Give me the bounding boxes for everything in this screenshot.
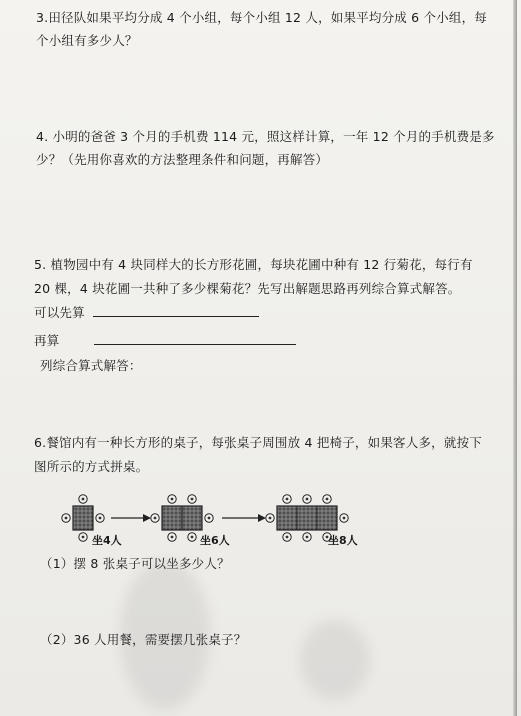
q4-line2: 少？（先用你喜欢的方法整理条件和问题，再解答） [36,152,329,167]
answer-blank[interactable] [93,306,259,317]
caption-4-people: 坐4人 [92,534,122,547]
page-edge-shadow [513,0,517,716]
q6-line2: 图所示的方式拼桌。 [34,459,149,474]
q6-sub2: （2）36 人用餐，需要摆几张桌子？ [40,632,247,647]
q5-step3: 列综合算式解答： [40,358,142,373]
q5-step1-label: 可以先算 [34,305,85,320]
q5-line1: 5. 植物园中有 4 块同样大的长方形花圃，每块花圃中种有 12 行菊花，每行有 [34,257,473,272]
q6-line1: 6.餐馆内有一种长方形的桌子，每张桌子周围放 4 把椅子，如果客人多，就按下 [34,435,482,450]
scan-smudge [300,620,370,700]
q5-step2-label: 再算 [34,333,60,348]
answer-blank[interactable] [94,334,296,345]
caption-8-people: 坐8人 [328,534,358,547]
caption-6-people: 坐6人 [200,534,230,547]
q5-line2: 20 棵，4 块花圃一共种了多少棵菊花？先写出解题思路再列综合算式解答。 [34,281,461,296]
q6-sub1: （1）摆 8 张桌子可以坐多少人？ [40,556,230,571]
q3-line1: 3.田径队如果平均分成 4 个小组，每个小组 12 人，如果平均分成 6 个小组，每 [36,10,487,25]
q3-line2: 个小组有多少人？ [36,33,138,48]
arrow-1-head [143,514,151,522]
q4-line1: 4. 小明的爸爸 3 个月的手机费 114 元，照这样计算，一年 12 个月的手机费是多 [36,129,495,144]
arrow-2-head [258,514,266,522]
q5-step1 [34,305,259,321]
q5-step2 [34,333,296,349]
